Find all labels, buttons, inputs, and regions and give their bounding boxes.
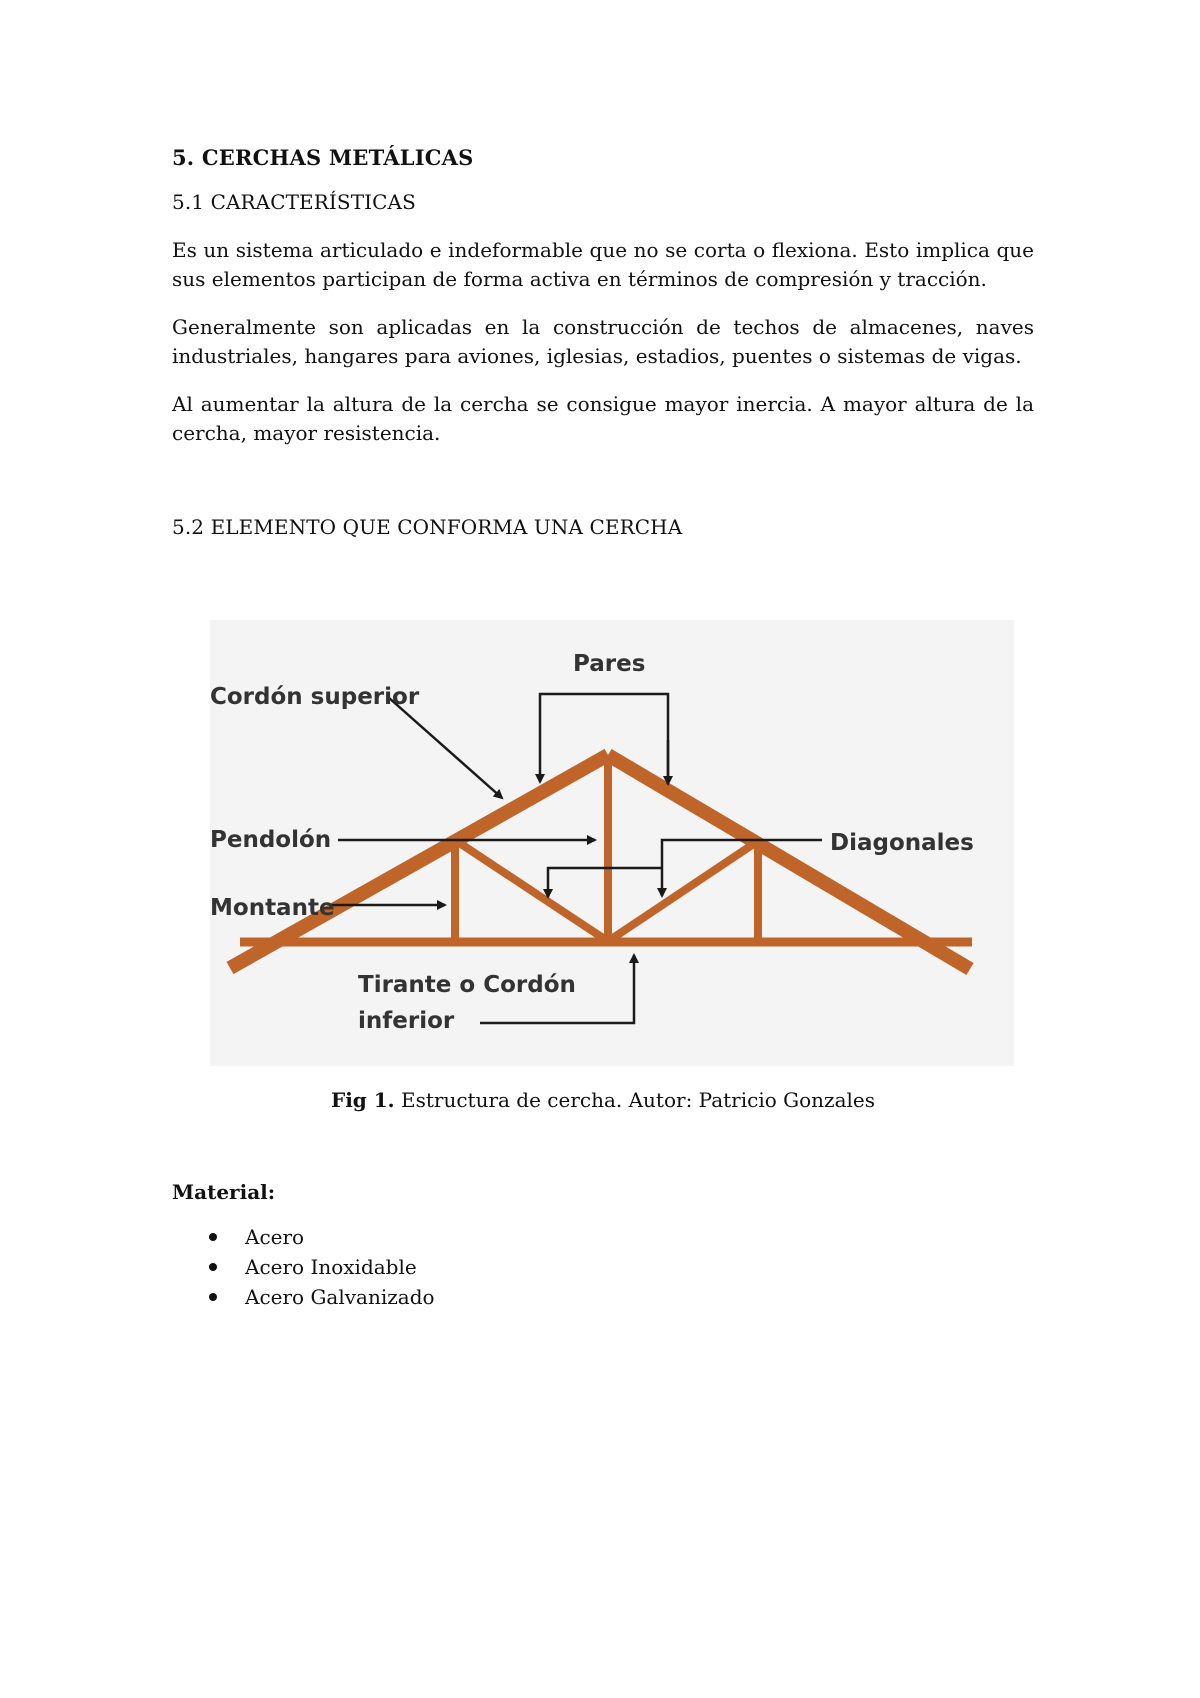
- caption-figure-number: Fig 1.: [331, 1088, 395, 1112]
- label-pares: Pares: [573, 651, 646, 677]
- truss-diagram: [210, 620, 1014, 1066]
- list-item: [205, 1222, 435, 1252]
- bullet-icon: [209, 1233, 217, 1241]
- list-item-label: Acero Inoxidable: [245, 1255, 417, 1279]
- top-chord-left: [230, 755, 608, 968]
- main-heading: 5. CERCHAS METÁLICAS: [172, 145, 474, 170]
- diagonal-left: [458, 842, 606, 940]
- label-cordon-superior: Cordón superior: [210, 684, 420, 710]
- section-title-caracteristicas: 5.1 CARACTERÍSTICAS: [172, 190, 416, 214]
- caption-text: Estructura de cercha. Autor: Patricio Gonzales: [394, 1088, 875, 1112]
- label-montante: Montante: [210, 895, 335, 921]
- label-diagonales: Diagonales: [830, 830, 974, 856]
- list-item-label: Acero: [245, 1225, 305, 1249]
- section-title-elementos: 5.2 ELEMENTO QUE CONFORMA UNA CERCHA: [172, 515, 683, 539]
- list-item-label: Acero Galvanizado: [245, 1285, 435, 1309]
- paragraph: Al aumentar la altura de la cercha se consigue mayor inercia. A mayor altura de la cercha, mayor resistencia.: [172, 392, 1034, 445]
- list-item: [205, 1252, 435, 1282]
- label-tirante-line1: Tirante o Cordón: [358, 972, 576, 998]
- paragraph: Es un sistema articulado e indeformable que no se corta o flexiona. Esto implica que sus elementos participan de forma activa en términos de compresión y tracción.: [172, 238, 1034, 291]
- bullet-icon: [209, 1263, 217, 1271]
- material-title: Material:: [172, 1180, 276, 1204]
- material-list: [205, 1222, 435, 1312]
- figure-caption: [172, 1088, 1034, 1112]
- bullet-icon: [209, 1293, 217, 1301]
- list-item: [205, 1282, 435, 1312]
- arrow-cordon-superior: [388, 697, 502, 798]
- truss-structure: [230, 755, 972, 969]
- label-tirante-line2: inferior: [358, 1008, 455, 1034]
- paragraph: Generalmente son aplicadas en la construcción de techos de almacenes, naves industriales, hangares para aviones, iglesias, estadios, puentes o sistemas de vigas.: [172, 315, 1034, 368]
- label-pendolon: Pendolón: [210, 827, 332, 853]
- diagonal-right: [610, 843, 755, 940]
